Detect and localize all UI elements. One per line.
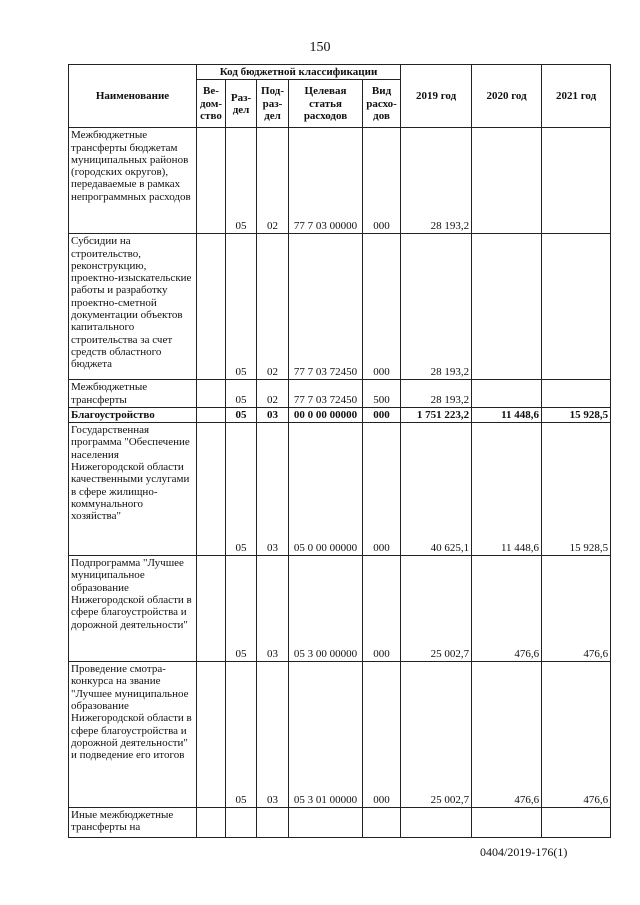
row-expense-type [363,808,401,838]
row-2019: 1 751 223,2 [401,407,472,422]
row-2020: 11 448,6 [472,407,542,422]
row-department [197,423,226,556]
row-department [197,128,226,234]
row-department [197,407,226,422]
row-expense-type: 000 [363,407,401,422]
row-subsection: 03 [257,423,289,556]
header-subsection: Под- раз- дел [257,80,289,128]
header-name: Наименование [69,65,197,128]
row-name: Проведение смотра-конкурса на звание "Лучшее муниципальное образование Нижегородской области в сфере благоустройства и дорожной деятельности" и подведение его итогов [69,662,197,808]
row-2019: 40 625,1 [401,423,472,556]
table-row [69,423,611,556]
row-2021: 476,6 [542,662,611,808]
row-2020 [472,128,542,234]
row-name: Благоустройство [69,407,197,422]
header-section: Раз- дел [226,80,257,128]
table-row [69,407,611,422]
row-2021 [542,128,611,234]
row-section: 05 [226,423,257,556]
header-code-group: Код бюджетной классификации [197,65,401,80]
table-row [69,556,611,662]
row-2021 [542,380,611,408]
table-body [69,128,611,838]
header-2019: 2019 год [401,65,472,128]
row-name: Государственная программа "Обеспечение населения Нижегородской области качественными услугами в сфере жилищно-коммунального хозяйства" [69,423,197,556]
page-number: 150 [309,40,331,55]
row-expense-type: 500 [363,380,401,408]
row-2019: 28 193,2 [401,380,472,408]
row-subsection: 02 [257,128,289,234]
row-expense-type: 000 [363,423,401,556]
row-2021: 15 928,5 [542,407,611,422]
row-department [197,662,226,808]
row-target-item: 05 3 00 00000 [289,556,363,662]
row-expense-type: 000 [363,556,401,662]
table-row [69,128,611,234]
row-target-item: 05 3 01 00000 [289,662,363,808]
header-expense-type: Вид расхо- дов [363,80,401,128]
row-section: 05 [226,380,257,408]
row-section: 05 [226,662,257,808]
row-2020 [472,234,542,380]
row-department [197,234,226,380]
row-target-item: 00 0 00 00000 [289,407,363,422]
header-department: Ве- дом- ство [197,80,226,128]
row-2019: 28 193,2 [401,128,472,234]
row-2020 [472,380,542,408]
row-target-item: 77 7 03 72450 [289,234,363,380]
table-row [69,808,611,838]
row-name: Межбюджетные трансферты [69,380,197,408]
row-name: Межбюджетные трансферты бюджетам муниципальных районов (городских округов), передаваемые в рамках непрограммных расходов [69,128,197,234]
row-expense-type: 000 [363,662,401,808]
row-2021: 476,6 [542,556,611,662]
row-section [226,808,257,838]
row-name: Подпрограмма "Лучшее муниципальное образование Нижегородской области в сфере благоустройства и дорожной деятельности" [69,556,197,662]
header-2021: 2021 год [542,65,611,128]
row-2020: 476,6 [472,556,542,662]
row-2019: 28 193,2 [401,234,472,380]
row-section: 05 [226,407,257,422]
row-2020 [472,808,542,838]
row-2019: 25 002,7 [401,662,472,808]
row-2020: 11 448,6 [472,423,542,556]
row-name: Субсидии на строительство, реконструкцию, проектно-изыскательские работы и разработку проектно-сметной документации объектов капитального строительства за счет средств областного бюджета [69,234,197,380]
row-department [197,808,226,838]
row-target-item: 77 7 03 72450 [289,380,363,408]
header-target-item: Целевая статья расходов [289,80,363,128]
row-2021: 15 928,5 [542,423,611,556]
row-subsection: 03 [257,662,289,808]
row-2021 [542,234,611,380]
row-expense-type: 000 [363,234,401,380]
row-expense-type: 000 [363,128,401,234]
table-row [69,380,611,408]
document-code: 0404/2019-176(1) [480,845,568,859]
row-name: Иные межбюджетные трансферты на [69,808,197,838]
row-section: 05 [226,234,257,380]
row-subsection: 03 [257,407,289,422]
row-subsection [257,808,289,838]
row-subsection: 02 [257,234,289,380]
row-2019 [401,808,472,838]
row-subsection: 03 [257,556,289,662]
row-target-item: 05 0 00 00000 [289,423,363,556]
row-target-item [289,808,363,838]
table-row [69,234,611,380]
row-2019: 25 002,7 [401,556,472,662]
header-2020: 2020 год [472,65,542,128]
budget-table [68,64,611,838]
row-target-item: 77 7 03 00000 [289,128,363,234]
row-department [197,556,226,662]
row-department [197,380,226,408]
row-section: 05 [226,556,257,662]
table-row [69,662,611,808]
row-subsection: 02 [257,380,289,408]
row-section: 05 [226,128,257,234]
row-2021 [542,808,611,838]
row-2020: 476,6 [472,662,542,808]
